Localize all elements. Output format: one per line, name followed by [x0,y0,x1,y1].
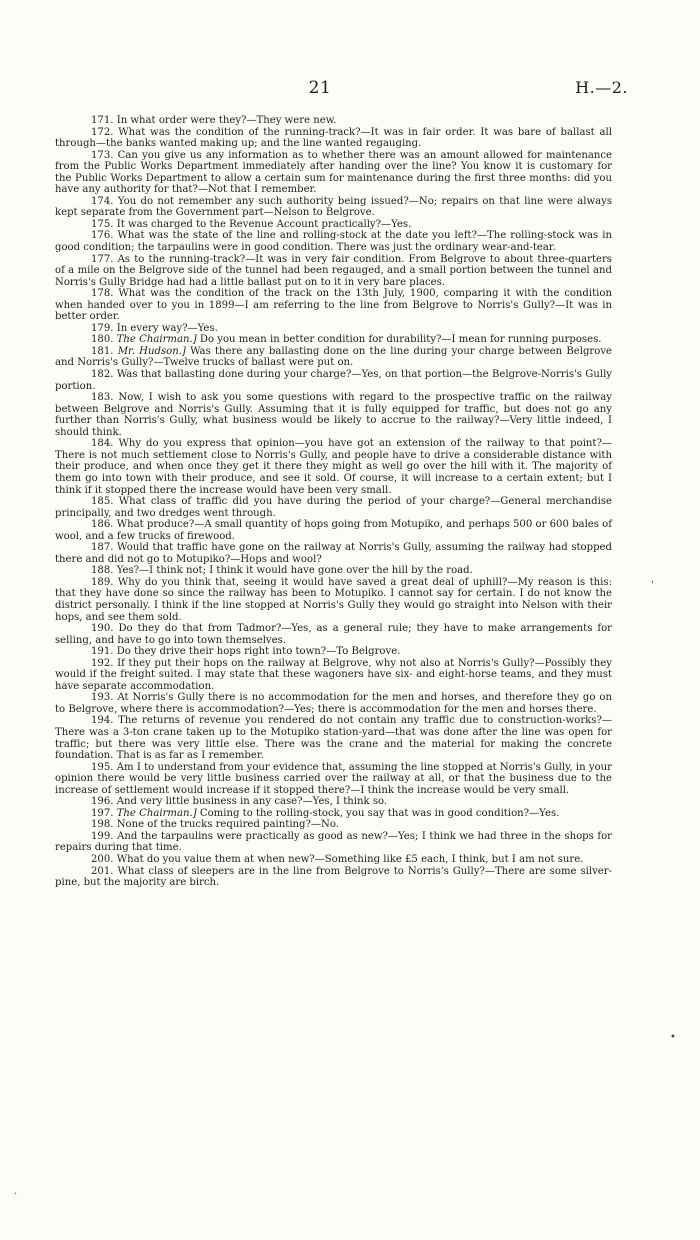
question-paragraph [55,369,612,392]
question-paragraph [55,334,612,346]
question-number: 184. [91,438,114,450]
question-answer-text: What was the condition of the running-track?—It was in fair order. It was bare of ballast all through—the banks wanted making up; and the line wanted regauging. [55,126,612,150]
question-paragraph [55,219,612,231]
question-paragraph [55,819,612,831]
question-answer-text: What produce?—A small quantity of hops going from Motupiko, and perhaps 500 or 600 bales of wool, and a few trucks of firewood. [55,519,612,542]
question-number: 197. [91,807,114,819]
question-paragraph [55,692,612,715]
speaker-name: Mr. Hudson.] [117,345,186,357]
question-answer-text: What was the state of the line and rolling-stock at the date you left?—The rolling-stock was in good condition; the tarpaulins were in good condition. There was just the ordinary wear-and-tear. [55,230,612,254]
question-paragraph [55,577,612,623]
question-paragraph [55,496,612,519]
question-paragraph [55,438,612,496]
question-answer-text: Would that traffic have gone on the railway at Norris's Gully, assuming the railway had stopped there and did not go to Motupiko?—Hops and wool? [55,542,612,565]
question-answer-text: What do you value them at when new?—Something like £5 each, I think, but I am not sure. [116,854,584,865]
question-paragraph [55,346,612,369]
question-number: 186. [91,519,114,531]
question-answer-text: At Norris's Gully there is no accommodation for the men and horses, and therefore they go on to Belgrove, where there is accommodation?—Yes; there is accommodation for the men and horses there. [55,692,612,715]
question-number: 177. [91,253,114,265]
question-number: 176. [91,230,114,242]
question-answer-text: It was charged to the Revenue Account practically?—Yes. [116,218,412,230]
margin-mark: . [14,1186,18,1197]
speaker-name: The Chairman.] [116,807,197,819]
question-answer-text: Do you mean in better condition for durability?—I mean for running purposes. [199,334,602,346]
question-paragraph [55,565,612,577]
question-answer-text: None of the trucks required painting?—No. [116,819,339,831]
question-paragraph [55,323,612,335]
question-paragraph [55,646,612,658]
document-reference: H.—2. [575,78,628,97]
question-paragraph [55,254,612,289]
question-number: 198. [91,819,114,831]
margin-mark: • [670,1032,676,1043]
question-answer-text: What was the condition of the track on the 13th July, 1900, comparing it with the condition when handed over to you in 1899—I am referring to the line from Belgrove to Norris's Gully?—It was in better order. [55,288,612,323]
question-paragraph [55,230,612,253]
evidence-text [55,115,612,889]
question-number: 189. [91,576,114,588]
question-number: 190. [91,623,114,635]
question-number: 183. [91,392,114,404]
question-number: 201. [91,865,114,877]
question-number: 178. [91,288,114,300]
question-answer-text: And the tarpaulins were practically as good as new?—Yes; I think we had three in the shops for repairs during that time. [55,830,612,854]
question-number: 172. [91,126,114,138]
question-paragraph [55,196,612,219]
question-number: 180. [91,334,114,346]
question-answer-text: Can you give us any information as to whether there was an amount allowed for maintenance from the Public Works Department immediately after handing over the line? You know it is customary for the Public Works Department to allow a certain sum for maintenance during the first three months: did you have any authority for that?—Not that I remember. [55,149,612,196]
question-answer-text: In what order were they?—They were new. [116,115,337,126]
question-answer-text: Was that ballasting done during your charge?—Yes, on that portion—the Belgrove-Norris's Gully portion. [55,369,612,392]
question-answer-text: Was there any ballasting done on the line during your charge between Belgrove and Norris's Gully?—Twelve trucks of ballast were put on. [55,345,612,369]
question-number: 175. [91,218,114,230]
question-answer-text: You do not remember any such authority being issued?—No; repairs on that line were always kept separate from the Government part—Nelson to Belgrove. [55,195,612,219]
question-answer-text: Am I to understand from your evidence that, assuming the line stopped at Norris's Gully, in your opinion there would be very little business carried over the railway at all, or that the business due to the increase of settlement would increase if it stopped there?—I think the increase would be very small. [55,761,612,796]
question-paragraph [55,866,612,889]
question-answer-text: Yes?—I think not; I think it would have gone over the hill by the road. [116,565,473,577]
margin-mark: ' [651,580,654,591]
question-number: 173. [91,149,114,161]
question-paragraph [55,392,612,438]
question-number: 179. [91,322,114,334]
question-number: 200. [91,854,114,865]
question-paragraph [55,542,612,565]
question-paragraph [55,623,612,646]
question-answer-text: Now, I wish to ask you some questions with regard to the prospective traffic on the railway between Belgrove and Norris's Gully. Assuming that it is fully equipped for traffic, but does not go any further than Norris's Gully, what business would be likely to accrue to the railway?—Very little indeed, I should think. [55,392,612,438]
question-paragraph [55,808,612,820]
question-answer-text: If they put their hops on the railway at Belgrove, why not also at Norris's Gully?—Possibly they would if the freight suited. I may state that these wagoners have six- and eight-horse teams, and they must have separate accommodation. [55,657,612,692]
question-number: 185. [91,496,114,508]
question-answer-text: And very little business in any case?—Yes, I think so. [116,796,388,808]
question-paragraph [55,127,612,150]
question-number: 192. [91,657,114,669]
question-answer-text: The returns of revenue you rendered do not contain any traffic due to construction-works?—There was a 3-ton crane taken up to the Motupiko station-yard—that was done after the line was open for traffic; but there was very little else. There was the crane and the material for making the concrete foundation. That is as far as I remember. [55,715,612,762]
question-number: 181. [91,345,114,357]
question-paragraph [55,796,612,808]
question-number: 194. [91,715,114,727]
question-answer-text: As to the running-track?—It was in very fair condition. From Belgrove to about three-quarters of a mile on the Belgrove side of the tunnel had been regauged, and a small portion between the tunnel and Norris's Gully Bridge had had a little ballast put on to it in very bare places. [55,253,612,288]
page-number: 21 [308,78,332,98]
question-number: 199. [91,830,114,842]
question-number: 191. [91,646,114,658]
question-number: 174. [91,195,114,207]
question-number: 171. [91,115,114,126]
question-answer-text: In every way?—Yes. [116,322,218,334]
speaker-name: The Chairman.] [116,334,197,346]
question-number: 195. [91,761,114,773]
question-paragraph [55,762,612,797]
question-paragraph [55,288,612,323]
question-answer-text: Coming to the rolling-stock, you say that was in good condition?—Yes. [199,807,560,819]
question-paragraph [55,150,612,196]
question-answer-text: What class of sleepers are in the line from Belgrove to Norris's Gully?—There are some silver-pine, but the majority are birch. [55,865,612,889]
question-answer-text: What class of traffic did you have during the period of your charge?—General merchandise principally, and two dredges went through. [55,496,612,519]
question-answer-text: Why do you express that opinion—you have got an extension of the railway to that point?—There is not much settlement close to Norris's Gully, and people have to drive a considerable distance with their produce, and when once they get it there they might as well go over the hill with it. The majority of them go into town with their produce, and see it sold. Of course, it will increase to a certain extent; but I think if it stopped there the increase would have been very small. [55,438,612,496]
question-paragraph [55,519,612,542]
question-paragraph [55,831,612,854]
question-number: 196. [91,796,114,808]
question-answer-text: Why do you think that, seeing it would have saved a great deal of uphill?—My reason is this: that they have done so since the railway has been to Motupiko. I cannot say for certain. I do not know the district personally. I think if the line stopped at Norris's Gully they would go straight into Nelson with their hops, and see them sold. [55,576,612,623]
question-answer-text: Do they do that from Tadmor?—Yes, as a general rule; they have to make arrangements for selling, and have to go into town themselves. [55,623,612,646]
question-answer-text: Do they drive their hops right into town?—To Belgrove. [116,646,401,658]
question-number: 193. [91,692,114,704]
question-paragraph [55,854,612,866]
question-paragraph [55,715,612,761]
question-paragraph [55,115,612,127]
question-paragraph [55,658,612,693]
question-number: 187. [91,542,114,554]
question-number: 182. [91,369,114,381]
question-number: 188. [91,565,114,577]
